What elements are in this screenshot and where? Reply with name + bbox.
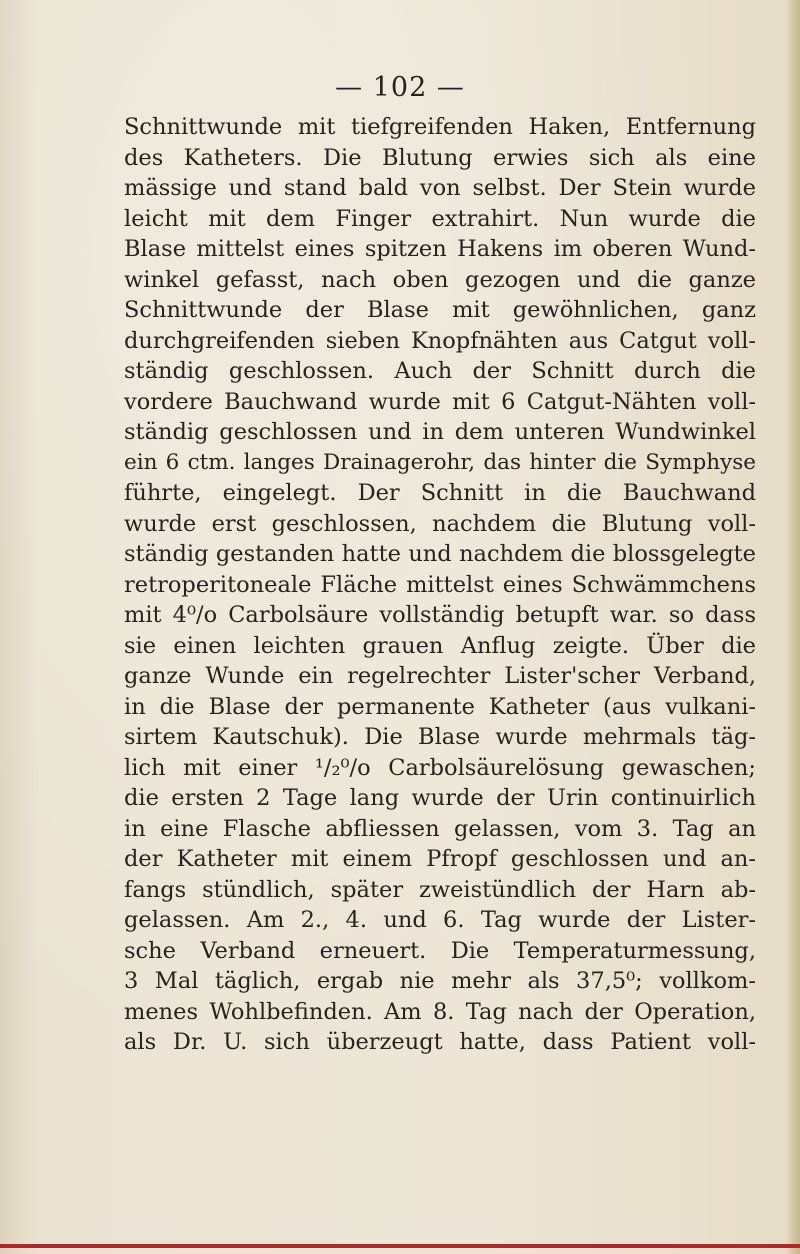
page-number: — 102 — xyxy=(335,72,465,103)
text-line: fangs stündlich, später zweistündlich der Harn ab- xyxy=(124,876,756,903)
text-line: retroperitoneale Fläche mittelst eines Schwämmchens xyxy=(124,571,756,598)
text-line: Blase mittelst eines spitzen Hakens im oberen Wund- xyxy=(124,236,756,262)
text-line: in eine Flasche abfliessen gelassen, vom 3. Tag an xyxy=(124,815,756,842)
text-line: 3 Mal täglich, ergab nie mehr als 37,5⁰; vollkom- xyxy=(124,968,756,994)
text-line: mässige und stand bald von selbst. Der Stein wurde xyxy=(124,175,756,201)
text-line: Schnittwunde mit tiefgreifenden Haken, Entfernung xyxy=(124,114,756,140)
body-text xyxy=(124,112,756,1058)
text-line: ständig geschlossen. Auch der Schnitt durch die xyxy=(124,358,756,384)
text-line: vordere Bauchwand wurde mit 6 Catgut-Nähten voll- xyxy=(124,388,756,415)
bottom-red-rule xyxy=(0,1244,800,1248)
text-line: durchgreifenden sieben Knopfnähten aus Catgut voll- xyxy=(124,327,756,354)
text-line: ständig geschlossen und in dem unteren Wundwinkel xyxy=(124,419,756,445)
text-line: der Katheter mit einem Pfropf geschlossen und an- xyxy=(124,846,756,872)
text-line: ständig gestanden hatte und nachdem die blossgelegte xyxy=(124,541,756,567)
text-line: mit 4⁰/o Carbolsäure vollständig betupft war. so dass xyxy=(124,602,756,628)
text-line: menes Wohlbefinden. Am 8. Tag nach der Operation, xyxy=(124,998,756,1025)
page-edge-shadow xyxy=(786,0,800,1254)
text-line: ganze Wunde ein regelrechter Lister'scher Verband, xyxy=(124,663,756,689)
text-line: lich mit einer ¹/₂⁰/o Carbolsäurelösung gewaschen; xyxy=(124,754,756,781)
text-line: führte, eingelegt. Der Schnitt in die Bauchwand xyxy=(124,480,756,506)
text-line: sie einen leichten grauen Anflug zeigte. Über die xyxy=(124,632,756,659)
text-line: sirtem Kautschuk). Die Blase wurde mehrmals täg- xyxy=(124,724,756,750)
text-line: winkel gefasst, nach oben gezogen und die ganze xyxy=(124,266,756,293)
text-line: Schnittwunde der Blase mit gewöhnlichen, ganz xyxy=(124,297,756,323)
text-line: die ersten 2 Tage lang wurde der Urin continuirlich xyxy=(124,785,756,811)
text-line: in die Blase der permanente Katheter (aus vulkani- xyxy=(124,693,756,720)
text-line: als Dr. U. sich überzeugt hatte, dass Patient voll- xyxy=(124,1029,756,1055)
text-line: des Katheters. Die Blutung erwies sich als eine xyxy=(124,144,756,171)
text-line: sche Verband erneuert. Die Temperaturmessung, xyxy=(124,937,756,964)
text-line: wurde erst geschlossen, nachdem die Blutung voll- xyxy=(124,510,756,537)
text-line: leicht mit dem Finger extrahirt. Nun wurde die xyxy=(124,205,756,232)
text-line: gelassen. Am 2., 4. und 6. Tag wurde der Lister- xyxy=(124,907,756,933)
text-line: ein 6 ctm. langes Drainagerohr, das hinter die Symphyse xyxy=(124,449,756,475)
